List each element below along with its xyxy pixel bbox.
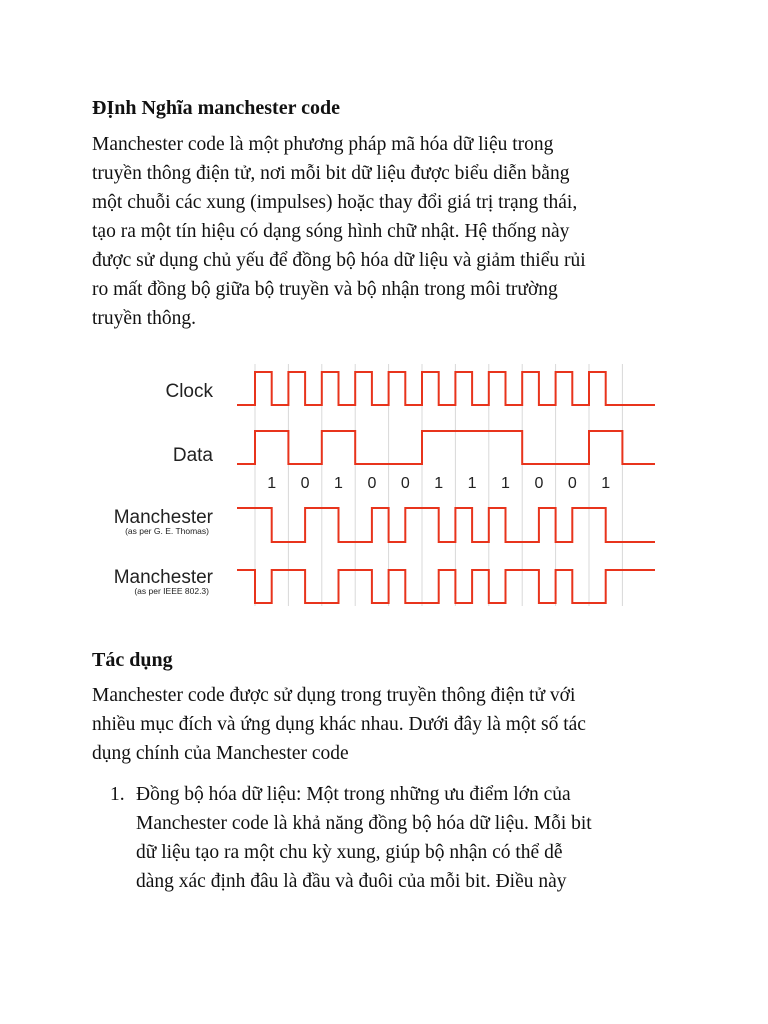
manchester-thomas-note: (as per G. E. Thomas) <box>125 526 209 536</box>
paragraph-line: ro mất đồng bộ giữa bộ truyền và bộ nhận trong môi trường <box>92 279 558 300</box>
data-signal <box>237 431 655 464</box>
manchester-thomas-signal <box>237 508 655 542</box>
bit-label: 1 <box>434 475 444 492</box>
paragraph-line: Manchester code được sử dụng trong truyền thông điện tử với <box>92 685 576 706</box>
paragraph-line: một chuỗi các xung (impulses) hoặc thay đổi giá trị trạng thái, <box>92 192 578 213</box>
list-line: dữ liệu tạo ra một chu kỳ xung, giúp bộ nhận có thể dễ <box>136 842 563 863</box>
section-heading-definition: ĐỊnh Nghĩa manchester code <box>92 97 340 119</box>
definition-paragraph <box>92 130 692 333</box>
bit-label: 0 <box>534 475 544 492</box>
manchester-waveform-diagram <box>100 360 670 610</box>
bit-label: 0 <box>300 475 310 492</box>
clock-signal <box>237 372 655 405</box>
bit-label: 1 <box>467 475 477 492</box>
section-heading-effects: Tác dụng <box>92 649 173 671</box>
list-line: Đồng bộ hóa dữ liệu: Một trong những ưu điểm lớn của <box>136 784 571 805</box>
manchester-ieee-note: (as per IEEE 802.3) <box>134 586 209 596</box>
bit-label: 1 <box>501 475 510 492</box>
paragraph-line: truyền thông. <box>92 308 196 329</box>
bit-label: 1 <box>334 475 343 492</box>
bit-label: 1 <box>267 475 277 492</box>
effects-paragraph <box>92 681 692 768</box>
manchester-ieee-label: Manchester <box>113 567 213 588</box>
bit-label: 0 <box>567 475 577 492</box>
effects-list <box>110 780 700 896</box>
paragraph-line: truyền thông điện tử, nơi mỗi bit dữ liệu được biểu diễn bằng <box>92 163 570 184</box>
list-line: Manchester code là khả năng đồng bộ hóa dữ liệu. Mỗi bit <box>136 813 592 834</box>
bit-labels <box>267 475 610 492</box>
list-item-text <box>136 780 700 896</box>
list-item <box>110 780 700 896</box>
manchester-thomas-label: Manchester <box>113 507 213 528</box>
paragraph-line: tạo ra một tín hiệu có dạng sóng hình chữ nhật. Hệ thống này <box>92 221 570 242</box>
paragraph-line: nhiều mục đích và ứng dụng khác nhau. Dưới đây là một số tác <box>92 714 586 735</box>
list-line: dàng xác định đâu là đầu và đuôi của mỗi bit. Điều này <box>136 871 567 892</box>
bit-label: 0 <box>400 475 410 492</box>
manchester-ieee-signal <box>237 570 655 603</box>
bit-label: 0 <box>367 475 377 492</box>
paragraph-line: được sử dụng chủ yếu để đồng bộ hóa dữ liệu và giảm thiểu rủi <box>92 250 586 271</box>
list-number: 1. <box>110 784 125 805</box>
bit-label: 1 <box>601 475 611 492</box>
clock-label: Clock <box>165 381 213 402</box>
data-label: Data <box>172 445 213 466</box>
paragraph-line: Manchester code là một phương pháp mã hóa dữ liệu trong <box>92 134 554 155</box>
paragraph-line: dụng chính của Manchester code <box>92 743 349 764</box>
